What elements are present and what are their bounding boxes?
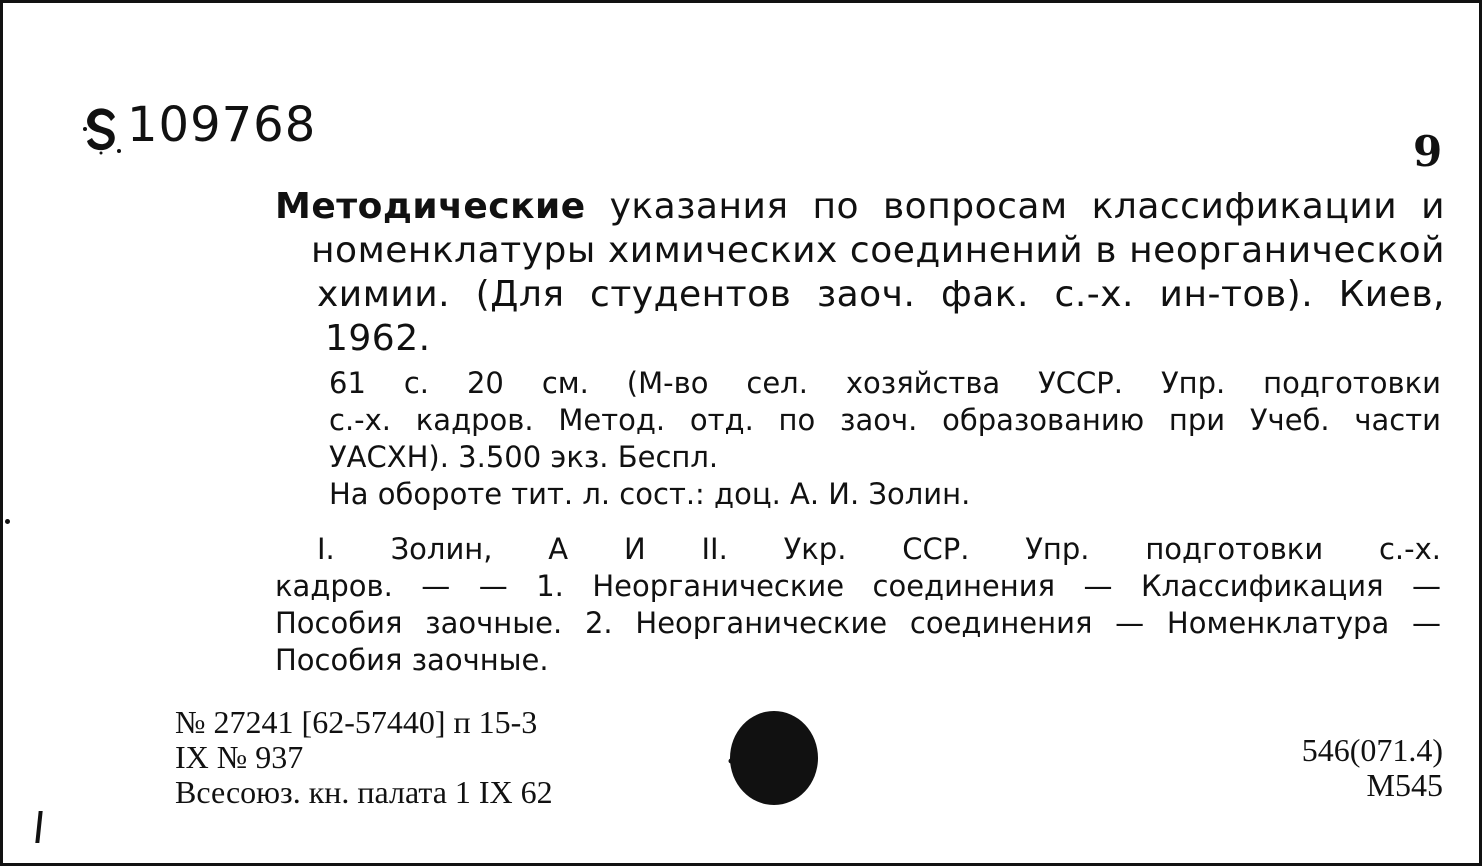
page-number: 9 [1413, 127, 1443, 176]
description-line-4: На обороте тит. л. сост.: доц. А. И. Золин. [329, 477, 971, 511]
title-line-1 [275, 185, 1445, 229]
description-block [329, 365, 1441, 513]
description-line-1: 61 с. 20 см. (М-во сел. хозяйства УССР. Упр. подготовки [329, 366, 1441, 400]
punch-hole-icon [725, 709, 819, 807]
margin-tick [35, 811, 42, 843]
footer-right [1273, 733, 1443, 803]
margin-dot [5, 519, 10, 524]
subjects-line-2: кадров. — — 1. Неорганические соединения — Классификация — [275, 569, 1441, 603]
subjects-line-3: Пособия заочные. 2. Неорганические соединения — Номенклатура — [275, 606, 1441, 640]
title-line-4: 1962. [325, 318, 431, 359]
subjects-line-1: I. Золин, А И II. Укр. ССР. Упр. подготовки с.-х. [317, 532, 1441, 566]
author-mark: М545 [1366, 767, 1443, 803]
footer-left-line-3: Всесоюз. кн. палата 1 IX 62 [175, 774, 553, 810]
title-block [275, 185, 1445, 361]
footer-left-line-1: № 27241 [62-57440] п 15-3 [175, 704, 538, 740]
description-line-3: УАСХН). 3.500 экз. Беспл. [329, 440, 719, 474]
footer-left-line-2: IX № 937 [175, 739, 304, 775]
subjects-line-4: Пособия заочные. [275, 643, 549, 677]
title-line-1-rest: указания по вопросам классификации и [609, 186, 1445, 227]
subjects-block [275, 531, 1441, 679]
stamp-icon [81, 103, 123, 155]
inventory-number: 109768 [127, 97, 317, 153]
title-heading-word: Методические [275, 186, 586, 227]
footer-left [175, 705, 553, 810]
title-line-2: номенклатуры химических соединений в неорганической [311, 230, 1445, 271]
classification-code: 546(071.4) [1301, 732, 1443, 768]
title-line-3: химии. (Для студентов заоч. фак. с.-х. ин-тов). Киев, [317, 274, 1445, 315]
description-line-2: с.-х. кадров. Метод. отд. по заоч. образованию при Учеб. части [329, 403, 1441, 437]
